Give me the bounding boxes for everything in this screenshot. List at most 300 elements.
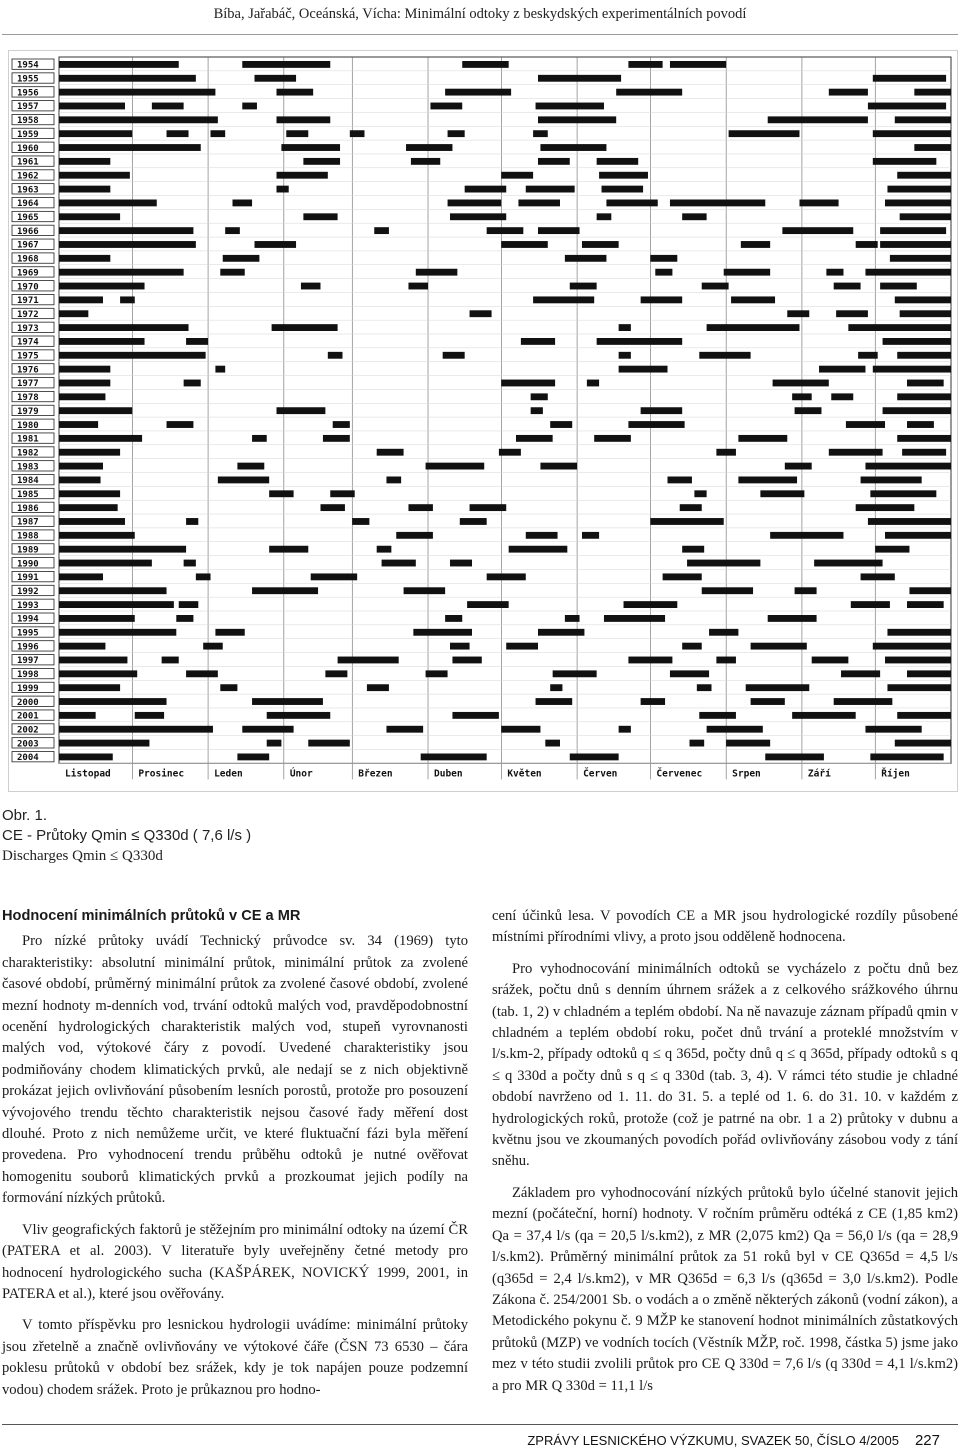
- low-flow-mark: [868, 103, 946, 110]
- low-flow-mark: [408, 283, 428, 290]
- low-flow-mark: [59, 435, 142, 442]
- year-label: 1988: [17, 531, 39, 542]
- low-flow-mark: [741, 241, 770, 248]
- low-flow-mark: [59, 615, 135, 622]
- year-label: 1965: [17, 213, 39, 223]
- year-label: 1983: [17, 462, 39, 473]
- low-flow-mark: [59, 449, 120, 456]
- footer-rule: [2, 1424, 958, 1425]
- low-flow-mark: [858, 352, 878, 359]
- year-label: 1980: [17, 420, 39, 431]
- month-label: Červenec: [656, 768, 703, 780]
- year-label: 1986: [17, 503, 39, 514]
- year-label: 1995: [17, 628, 39, 639]
- low-flow-mark: [909, 587, 951, 594]
- low-flow-mark: [59, 158, 110, 165]
- low-flow-mark: [526, 532, 558, 539]
- low-flow-mark: [897, 393, 951, 400]
- low-flow-mark: [650, 518, 723, 525]
- low-flow-mark: [509, 546, 568, 553]
- low-flow-mark: [682, 546, 704, 553]
- low-flow-mark: [699, 352, 750, 359]
- low-flow-mark: [59, 200, 157, 207]
- low-flow-mark: [538, 629, 584, 636]
- low-flow-mark: [186, 670, 218, 677]
- low-flow-mark: [59, 532, 135, 539]
- low-flow-mark: [350, 130, 365, 137]
- paragraph: Základem pro vyhodnocování nízkých průtoků bylo účelné stanovit jejich mezní (počáteční, horní) hodnoty. V ročním průměru odtéká z CE (1,85 km2) Qa = 37,4 l/s (qa = 20,5 l/s.km2), z MR (2,075 km2) Qa = 56,0 l/s (qa = 28,9 l/s.km2). Průměrný minimální průtok za 51 roků byl v CE Q365d = 4,5 l/s (q365d = 2,4 l/s.km2), v MR Q365d = 6,3 l/s (q365d = 3,0 l/s.km2). Podle Zákona č. 254/2001 Sb. o vodách a o změně některých zákonů (vodní zákon), a Metodického pokynu č. 9 MŽP ke stanovení hodnot minimálních zůstatkových průtoků (MZP) ve vodních tocích (Věstník MŽP, roč. 1998, částka 5) jsme jako mez v této studii zvolili průtok pro CE Q 330d = 7,6 l/s (q 330d = 4,1 l/s.km2) a pro MR Q 330d = 11,1 l/s: [492, 1184, 958, 1394]
- low-flow-mark: [367, 684, 389, 691]
- low-flow-mark: [604, 615, 665, 622]
- low-flow-mark: [533, 130, 548, 137]
- low-flow-mark: [277, 116, 331, 123]
- low-flow-mark: [907, 601, 944, 608]
- month-label: Listopad: [65, 768, 111, 780]
- low-flow-mark: [887, 186, 951, 193]
- low-flow-mark: [694, 490, 706, 497]
- low-flow-mark: [868, 518, 951, 525]
- low-flow-mark: [186, 518, 198, 525]
- year-label: 1993: [17, 600, 39, 611]
- month-label: Červen: [583, 768, 618, 780]
- year-label: 1981: [17, 434, 39, 445]
- low-flow-mark: [699, 712, 736, 719]
- month-label: Únor: [289, 768, 313, 780]
- low-flow-mark: [716, 657, 736, 664]
- low-flow-mark: [269, 546, 308, 553]
- low-flow-mark: [812, 657, 849, 664]
- year-label: 1963: [17, 185, 39, 196]
- low-flow-mark: [550, 684, 562, 691]
- low-flow-mark: [237, 754, 269, 761]
- low-flow-mark: [702, 587, 753, 594]
- year-label: 1992: [17, 586, 39, 597]
- low-flow-mark: [501, 241, 547, 248]
- year-label: 1966: [17, 226, 39, 237]
- figure-caption: [2, 806, 251, 866]
- low-flow-mark: [470, 310, 492, 317]
- low-flow-mark: [628, 421, 684, 428]
- low-flow-mark: [897, 435, 951, 442]
- low-flow-mark: [885, 532, 951, 539]
- low-flow-mark: [59, 490, 120, 497]
- low-flow-mark: [462, 61, 508, 68]
- low-flow-mark: [848, 324, 951, 331]
- low-flow-mark: [873, 366, 951, 373]
- low-flow-mark: [682, 213, 706, 220]
- year-label: 1972: [17, 309, 39, 320]
- year-label: 1996: [17, 642, 39, 653]
- low-flow-mark: [641, 698, 665, 705]
- year-label: 1970: [17, 282, 39, 293]
- low-flow-mark: [59, 698, 167, 705]
- low-flow-mark: [641, 296, 683, 303]
- low-flow-mark: [223, 255, 260, 262]
- low-flow-mark: [59, 61, 179, 68]
- year-label: 1954: [17, 60, 39, 71]
- low-flow-mark: [834, 698, 893, 705]
- low-flow-mark: [59, 172, 130, 179]
- low-flow-mark: [416, 269, 458, 276]
- low-flow-mark: [726, 740, 770, 747]
- low-flow-mark: [311, 573, 357, 580]
- low-flow-mark: [59, 186, 110, 193]
- low-flow-mark: [518, 200, 560, 207]
- low-flow-mark: [768, 116, 868, 123]
- low-flow-mark: [303, 158, 340, 165]
- low-flow-mark: [521, 338, 555, 345]
- month-label: Březen: [358, 768, 393, 780]
- low-flow-mark: [386, 726, 423, 733]
- low-flow-mark: [59, 380, 110, 387]
- low-flow-mark: [831, 393, 853, 400]
- low-flow-mark: [890, 255, 951, 262]
- paragraph: cení účinků lesa. V povodích CE a MR jsou hydrologické rozdíly působené místními přírodními vlivy, a proto jsou odděleně hodnocena.: [492, 908, 958, 946]
- low-flow-mark: [59, 560, 152, 567]
- low-flow-mark: [873, 643, 951, 650]
- low-flow-mark: [404, 587, 446, 594]
- year-label: 1997: [17, 656, 39, 667]
- low-flow-mark: [628, 657, 672, 664]
- low-flow-mark: [865, 726, 921, 733]
- year-label: 1990: [17, 559, 39, 570]
- year-label: 1999: [17, 683, 39, 694]
- low-flow-mark: [386, 477, 401, 484]
- low-flow-mark: [795, 407, 822, 414]
- low-flow-mark: [225, 227, 240, 234]
- low-flow-mark: [59, 726, 213, 733]
- low-flow-mark: [782, 227, 853, 234]
- low-flow-mark: [785, 463, 812, 470]
- low-flow-mark: [184, 380, 201, 387]
- year-label: 1978: [17, 393, 39, 404]
- low-flow-mark: [792, 712, 856, 719]
- header-rule: [2, 34, 958, 35]
- low-flow-mark: [59, 407, 132, 414]
- low-flow-mark: [861, 477, 922, 484]
- low-flow-mark: [135, 712, 164, 719]
- low-flow-mark: [531, 393, 548, 400]
- low-flow-mark: [836, 310, 868, 317]
- low-flow-mark: [452, 657, 481, 664]
- low-flow-mark: [470, 504, 507, 511]
- low-flow-mark: [59, 227, 193, 234]
- low-flow-mark: [421, 754, 487, 761]
- low-flow-mark: [59, 213, 120, 220]
- low-flow-mark: [895, 296, 951, 303]
- low-flow-mark: [352, 518, 369, 525]
- year-label: 2002: [17, 725, 39, 736]
- year-label: 1955: [17, 74, 39, 85]
- year-label: 1994: [17, 614, 39, 625]
- low-flow-mark: [875, 546, 909, 553]
- low-flow-mark: [655, 269, 672, 276]
- low-flow-mark: [516, 435, 553, 442]
- low-flow-mark: [59, 684, 120, 691]
- low-flow-mark: [211, 130, 226, 137]
- year-label: 1971: [17, 296, 39, 307]
- year-label: 1964: [17, 199, 39, 210]
- month-label: Srpen: [732, 768, 761, 780]
- low-flow-mark: [724, 269, 770, 276]
- low-flow-mark: [606, 200, 657, 207]
- month-label: Říjen: [881, 768, 910, 780]
- low-flow-mark: [885, 200, 951, 207]
- low-flow-mark: [870, 754, 943, 761]
- figure-caption-en: Discharges Qmin ≤ Q330d: [2, 848, 163, 864]
- year-label: 1998: [17, 670, 39, 681]
- low-flow-mark: [59, 366, 110, 373]
- low-flow-mark: [59, 421, 98, 428]
- low-flow-mark: [628, 61, 662, 68]
- low-flow-mark: [445, 89, 511, 96]
- low-flow-mark: [751, 643, 807, 650]
- low-flow-mark: [597, 338, 683, 345]
- low-flow-mark: [907, 421, 934, 428]
- low-flow-mark: [308, 740, 350, 747]
- low-flow-mark: [565, 255, 607, 262]
- low-flow-mark: [885, 657, 951, 664]
- low-flow-mark: [895, 740, 951, 747]
- low-flow-mark: [59, 518, 125, 525]
- low-flow-mark: [707, 324, 800, 331]
- low-flow-mark: [709, 629, 738, 636]
- low-flow-mark: [499, 449, 521, 456]
- low-flow-mark: [914, 89, 951, 96]
- low-flow-mark: [819, 366, 865, 373]
- low-flow-mark: [880, 283, 917, 290]
- year-label: 1977: [17, 379, 39, 390]
- low-flow-mark: [255, 75, 297, 82]
- year-label: 1985: [17, 490, 39, 500]
- year-label: 1991: [17, 573, 39, 584]
- low-flow-mark: [59, 283, 145, 290]
- low-flow-mark: [323, 435, 350, 442]
- low-flow-mark: [738, 477, 797, 484]
- low-flow-mark: [545, 740, 560, 747]
- low-flow-mark: [413, 629, 472, 636]
- low-flow-mark: [883, 338, 951, 345]
- low-flow-mark: [814, 560, 882, 567]
- low-flow-mark: [856, 241, 878, 248]
- low-flow-mark: [487, 573, 526, 580]
- low-flow-mark: [670, 200, 765, 207]
- low-flow-mark: [325, 670, 347, 677]
- low-flow-mark: [887, 684, 951, 691]
- year-label: 1958: [17, 116, 39, 127]
- low-flow-mark: [252, 435, 267, 442]
- low-flow-mark: [795, 587, 817, 594]
- low-flow-mark: [760, 490, 804, 497]
- year-label: 1982: [17, 448, 39, 459]
- low-flow-mark: [450, 560, 472, 567]
- low-flow-mark: [501, 380, 555, 387]
- low-flow-mark: [328, 352, 343, 359]
- low-flow-mark: [59, 103, 125, 110]
- low-flow-mark: [59, 463, 103, 470]
- low-flow-mark: [880, 241, 951, 248]
- low-flow-mark: [242, 726, 293, 733]
- low-flow-mark: [856, 504, 915, 511]
- year-label: 1967: [17, 240, 39, 251]
- low-flow-mark: [59, 144, 201, 151]
- low-flow-mark: [445, 615, 462, 622]
- low-flow-mark: [751, 698, 785, 705]
- paragraph: Vliv geografických faktorů je stěžejním pro minimální odtoky na území ČR (PATERA et al. 2003). V literatuře byly uveřejněny četné metody pro hodnocení hydrologického sucha (KAŠPÁREK, NOVICKÝ 1999, 2001, in PATERA et al.), které jsou ověřovány.: [2, 1221, 468, 1302]
- low-flow-mark: [880, 227, 946, 234]
- low-flow-mark: [526, 186, 575, 193]
- low-flow-mark: [668, 477, 692, 484]
- low-flow-mark: [602, 186, 644, 193]
- year-label: 1973: [17, 323, 39, 334]
- low-flow-mark: [707, 726, 763, 733]
- low-flow-mark: [59, 324, 189, 331]
- month-label: Prosinec: [138, 768, 185, 780]
- low-flow-mark: [702, 283, 729, 290]
- low-flow-mark: [277, 186, 289, 193]
- low-flow-mark: [902, 449, 946, 456]
- year-label: 1961: [17, 157, 39, 168]
- year-label: 1960: [17, 143, 39, 154]
- low-flow-mark: [218, 477, 269, 484]
- low-flow-mark: [540, 463, 577, 470]
- low-flow-mark: [59, 241, 196, 248]
- low-flow-mark: [487, 227, 524, 234]
- low-flow-mark: [594, 435, 631, 442]
- low-flow-mark: [269, 490, 293, 497]
- low-flow-mark: [59, 587, 167, 594]
- low-flow-mark: [377, 546, 392, 553]
- low-flow-mark: [162, 657, 179, 664]
- low-flow-mark: [452, 712, 498, 719]
- low-flow-mark: [59, 296, 103, 303]
- low-flow-mark: [538, 227, 580, 234]
- low-flow-mark: [59, 670, 137, 677]
- low-flow-mark: [731, 296, 775, 303]
- low-flow-mark: [59, 75, 196, 82]
- paragraph: V tomto příspěvku pro lesnickou hydrologii uvádíme: minimální průtoky jsou zřetelně a značně ovlivňovány ve výtokové čáře (ČSN 73 6530 – čára poklesu průtoků v období bez srážek, kdy je tok napájen pouze podzemní vodou) chodem srážek. Proto je průkaznou pro hodno-: [2, 1317, 468, 1398]
- figure-1: [8, 50, 958, 792]
- low-flow-mark: [897, 172, 951, 179]
- low-flow-mark: [59, 352, 206, 359]
- low-flow-mark: [59, 601, 174, 608]
- low-flow-mark: [377, 449, 404, 456]
- low-flow-mark: [883, 407, 951, 414]
- low-flow-mark: [426, 670, 448, 677]
- low-flow-mark: [538, 75, 621, 82]
- low-flow-mark: [582, 532, 599, 539]
- low-flow-mark: [237, 463, 264, 470]
- year-label: 1989: [17, 545, 39, 556]
- page-number: 227: [914, 1432, 940, 1449]
- low-flow-mark: [411, 158, 440, 165]
- low-flow-mark: [846, 421, 885, 428]
- low-flow-mark: [897, 712, 951, 719]
- low-flow-mark: [252, 698, 323, 705]
- low-flow-mark: [59, 393, 105, 400]
- low-flow-mark: [59, 269, 184, 276]
- low-flow-mark: [374, 227, 389, 234]
- low-flow-mark: [333, 421, 350, 428]
- low-flow-mark: [233, 200, 253, 207]
- year-label: 2000: [17, 697, 39, 708]
- low-flow-mark: [267, 740, 282, 747]
- low-flow-mark: [650, 255, 677, 262]
- figure-caption-label: Obr. 1.: [2, 807, 48, 824]
- low-flow-mark: [550, 421, 572, 428]
- low-flow-mark: [382, 560, 416, 567]
- low-flow-mark: [619, 366, 668, 373]
- low-flow-mark: [408, 504, 432, 511]
- year-label: 1962: [17, 171, 39, 182]
- low-flow-mark: [396, 532, 433, 539]
- low-flow-mark: [59, 116, 218, 123]
- low-flow-mark: [873, 75, 946, 82]
- low-flow-mark: [277, 407, 326, 414]
- low-flow-mark: [829, 449, 883, 456]
- year-label: 2001: [17, 711, 39, 722]
- low-flow-mark: [330, 490, 354, 497]
- year-label: 1984: [17, 476, 39, 487]
- low-flow-mark: [59, 130, 132, 137]
- year-label: 1959: [17, 129, 39, 140]
- low-flow-mark: [907, 670, 951, 677]
- low-flow-mark: [895, 116, 951, 123]
- year-label: 1969: [17, 268, 39, 279]
- low-flow-mark: [887, 629, 951, 636]
- year-label: 1979: [17, 406, 39, 417]
- low-flow-mark: [900, 310, 951, 317]
- low-flow-mark: [220, 684, 237, 691]
- low-flow-mark: [587, 380, 599, 387]
- low-flow-mark: [865, 269, 951, 276]
- low-flow-mark: [765, 754, 824, 761]
- low-flow-mark: [184, 560, 196, 567]
- low-flow-mark: [242, 103, 257, 110]
- low-flow-mark: [59, 255, 110, 262]
- low-flow-mark: [152, 103, 184, 110]
- low-flow-mark: [448, 200, 502, 207]
- low-flow-mark: [59, 740, 149, 747]
- low-flow-mark: [792, 393, 812, 400]
- low-flow-mark: [450, 643, 470, 650]
- low-flow-mark: [460, 518, 487, 525]
- low-flow-mark: [787, 310, 809, 317]
- low-flow-mark: [619, 324, 631, 331]
- low-flow-mark: [861, 573, 895, 580]
- low-flow-mark: [538, 158, 570, 165]
- year-label: 1975: [17, 351, 39, 362]
- low-flow-mark: [697, 684, 712, 691]
- low-flow-mark: [320, 504, 344, 511]
- low-flow-mark: [426, 463, 485, 470]
- low-flow-mark: [59, 310, 88, 317]
- text-column-left: [2, 906, 468, 1411]
- low-flow-mark: [538, 116, 616, 123]
- low-flow-mark: [687, 560, 760, 567]
- low-flow-mark: [59, 712, 96, 719]
- low-flow-mark: [553, 670, 597, 677]
- low-flow-mark: [690, 740, 705, 747]
- low-flow-mark: [203, 643, 223, 650]
- year-label: 1956: [17, 88, 39, 99]
- low-flow-mark: [450, 213, 506, 220]
- low-flow-mark: [59, 338, 145, 345]
- low-flow-mark: [682, 643, 702, 650]
- paragraph: Pro vyhodnocování minimálních odtoků se vycházelo z počtu dnů bez srážek, počtu dnů s denním úhrnem srážek a z celkového srážkového úhrnu (tab. 1, 2) v chladném a teplém období. Na ně navazuje záznam případů qmin v chladném a teplém období roku, počet dnů trvání a proteklé množstvím v l/s.km-2, případy odtoků q ≤ q 365d, počty dnů q ≤ q 365d, případy odtoků s q ≤ q 330d a počty dnů s q ≤ q 330d (tab. 3, 4). V rámci této studie je chladné období navrženo od 1. 11. do 31. 5. a teplé od 1. 6. do 31. 10. v každém z hydrologických roků, protože (což je patrné na obr. 1 a 2) průtoky v dubnu a květnu jsou ve zkoumaných povodích pořád ovlivňovány zásobou vody z tání sněhu.: [492, 960, 958, 1170]
- low-flow-mark: [277, 89, 314, 96]
- low-flow-mark: [536, 698, 573, 705]
